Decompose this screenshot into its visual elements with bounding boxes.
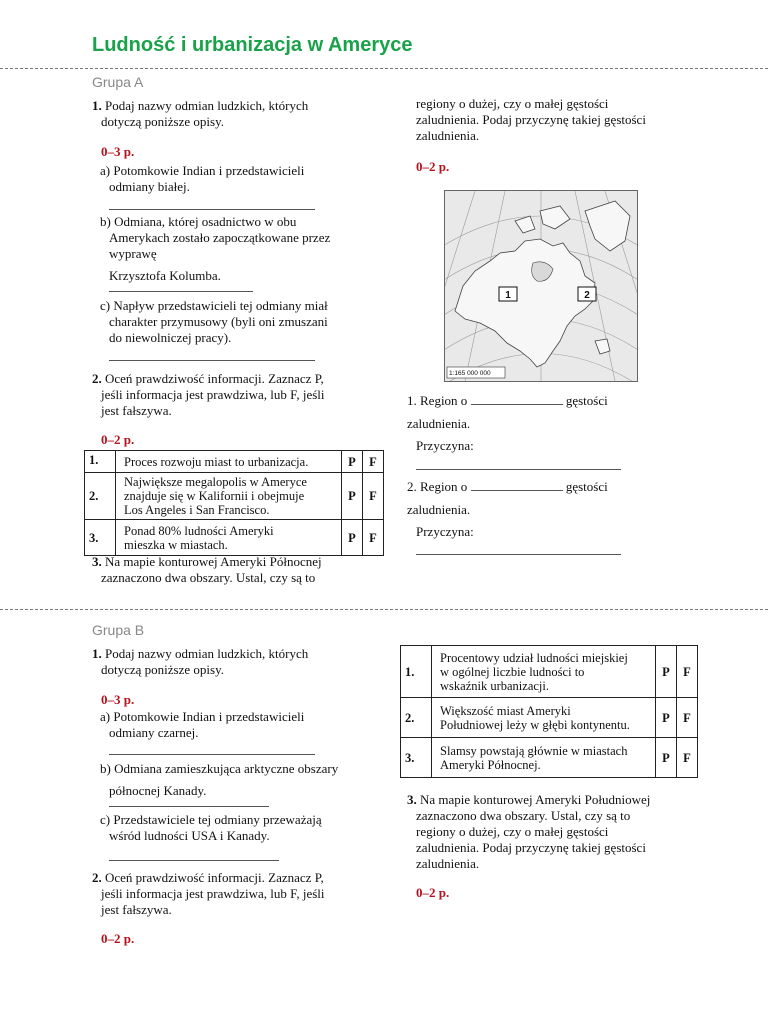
false-option[interactable]: F: [363, 451, 384, 473]
group-a-q3: 3. Na mapie konturowej Ameryki Północnej zaznaczono dwa obszary. Ustal, czy są to: [92, 554, 322, 585]
map-region-2-label: 2: [584, 290, 590, 301]
group-b-label: Grupa B: [92, 622, 145, 638]
table-row: [401, 738, 698, 778]
group-b-q1-c: c) Przedstawiciele tej odmiany przeważają wśród ludności USA i Kanady.: [100, 812, 322, 843]
page-title: Ludność i urbanizacja w Ameryce: [92, 34, 413, 56]
group-a-q2: 2. Oceń prawdziwość informacji. Zaznacz P, jeśli informacja jest prawdziwa, lub F, jeśli jest fałszywa.: [92, 371, 325, 418]
true-option[interactable]: P: [656, 698, 677, 738]
divider-top: [0, 68, 768, 69]
row-number: 3.: [401, 738, 432, 778]
row-statement: Proces rozwoju miast to urbanizacja.: [116, 451, 342, 473]
region-2-reason-line[interactable]: [416, 554, 621, 555]
question-number: 1.: [92, 98, 102, 113]
region-2-reason-label: Przyczyna:: [416, 524, 474, 539]
row-statement: Ponad 80% ludności Ameryki mieszka w miastach.: [116, 520, 342, 556]
group-b-q3: 3. Na mapie konturowej Ameryki Południowej zaznaczono dwa obszary. Ustal, czy są to regiony o dużej, czy o małej gęstości zaludnienia. Podaj przyczynę takiej gęstości zaludnienia.: [407, 792, 651, 871]
divider-middle: [0, 609, 768, 610]
region-1-reason-line[interactable]: [416, 469, 621, 470]
table-row: [401, 646, 698, 698]
group-a-q1-a: a) Potomkowie Indian i przedstawicieli odmiany białej.: [100, 163, 305, 194]
false-option[interactable]: F: [677, 698, 698, 738]
map-region-1-label: 1: [505, 290, 511, 301]
answer-line-c[interactable]: [109, 360, 315, 361]
group-b-q1-a: a) Potomkowie Indian i przedstawicieli odmiany czarnej.: [100, 709, 305, 740]
row-number: 3.: [85, 520, 116, 556]
map-scale: 1:165 000 000: [449, 370, 491, 377]
group-b-tf-table: [400, 645, 698, 778]
question-number: 2.: [92, 870, 102, 885]
map-graphic: [445, 191, 637, 381]
table-row: [85, 473, 384, 520]
row-number: 1.: [401, 646, 432, 698]
region-2-answer: 2. Region o gęstości: [407, 479, 608, 494]
false-option[interactable]: F: [363, 473, 384, 520]
group-a-q3-cont: regiony o dużej, czy o małej gęstości zaludnienia. Podaj przyczynę takiej gęstości zaludnienia.: [416, 96, 646, 143]
region-1-answer: 1. Region o gęstości: [407, 393, 608, 408]
row-number: 1.: [85, 451, 116, 473]
group-b-q1-b: b) Odmiana zamieszkująca arktyczne obszary: [100, 761, 339, 776]
table-row: [401, 698, 698, 738]
row-statement: Większość miast Ameryki Południowej leży w głębi kontynentu.: [432, 698, 656, 738]
contour-map-north-america: [444, 190, 638, 382]
group-a-q1-b: b) Odmiana, której osadnictwo w obu Amerykach zostało zapoczątkowane przez wyprawę: [100, 214, 331, 261]
answer-line-a[interactable]: [109, 209, 315, 210]
question-number: 3.: [92, 554, 102, 569]
true-option[interactable]: P: [342, 520, 363, 556]
group-a-tf-table: [84, 450, 384, 556]
group-b-q3-points: 0–2 p.: [416, 885, 450, 900]
group-b-q1: 1. Podaj nazwy odmian ludzkich, których dotyczą poniższe opisy.: [92, 646, 309, 677]
region-2-text: zaludnienia.: [407, 502, 471, 517]
group-a-label: Grupa A: [92, 74, 144, 90]
true-option[interactable]: P: [342, 451, 363, 473]
false-option[interactable]: F: [677, 738, 698, 778]
region-1-blank[interactable]: [471, 404, 563, 405]
true-option[interactable]: P: [342, 473, 363, 520]
question-number: 3.: [407, 792, 417, 807]
region-1-text: zaludnienia.: [407, 416, 471, 431]
group-b-q1-b-cont: północnej Kanady.: [109, 783, 207, 798]
group-a-q3-points: 0–2 p.: [416, 159, 450, 174]
row-statement: Slamsy powstają głównie w miastach Ameryki Północnej.: [432, 738, 656, 778]
true-option[interactable]: P: [656, 738, 677, 778]
group-a-q1: 1. Podaj nazwy odmian ludzkich, których dotyczą poniższe opisy.: [92, 98, 309, 129]
group-a-q1-points: 0–3 p.: [101, 144, 135, 159]
table-row: [85, 451, 384, 473]
answer-line-a[interactable]: [109, 754, 315, 755]
group-a-q2-points: 0–2 p.: [101, 432, 135, 447]
row-number: 2.: [85, 473, 116, 520]
region-2-blank[interactable]: [471, 490, 563, 491]
row-statement: Procentowy udział ludności miejskiej w ogólnej liczbie ludności to wskaźnik urbanizacji.: [432, 646, 656, 698]
answer-line-b[interactable]: [109, 291, 253, 292]
group-a-q1-c: c) Napływ przedstawicieli tej odmiany miał charakter przymusowy (byli oni zmuszani do niewolniczej pracy).: [100, 298, 328, 345]
table-row: [85, 520, 384, 556]
true-option[interactable]: P: [656, 646, 677, 698]
group-a-q1-b-cont: Krzysztofa Kolumba.: [109, 268, 221, 283]
answer-line-b[interactable]: [109, 806, 269, 807]
group-b-q2: 2. Oceń prawdziwość informacji. Zaznacz P, jeśli informacja jest prawdziwa, lub F, jeśli jest fałszywa.: [92, 870, 325, 917]
region-1-reason-label: Przyczyna:: [416, 438, 474, 453]
false-option[interactable]: F: [363, 520, 384, 556]
false-option[interactable]: F: [677, 646, 698, 698]
question-number: 2.: [92, 371, 102, 386]
group-b-q2-points: 0–2 p.: [101, 931, 135, 946]
row-statement: Największe megalopolis w Ameryce znajduje się w Kalifornii i obejmuje Los Angeles i San Francisco.: [116, 473, 342, 520]
row-number: 2.: [401, 698, 432, 738]
question-number: 1.: [92, 646, 102, 661]
answer-line-c[interactable]: [109, 860, 279, 861]
group-b-q1-points: 0–3 p.: [101, 692, 135, 707]
